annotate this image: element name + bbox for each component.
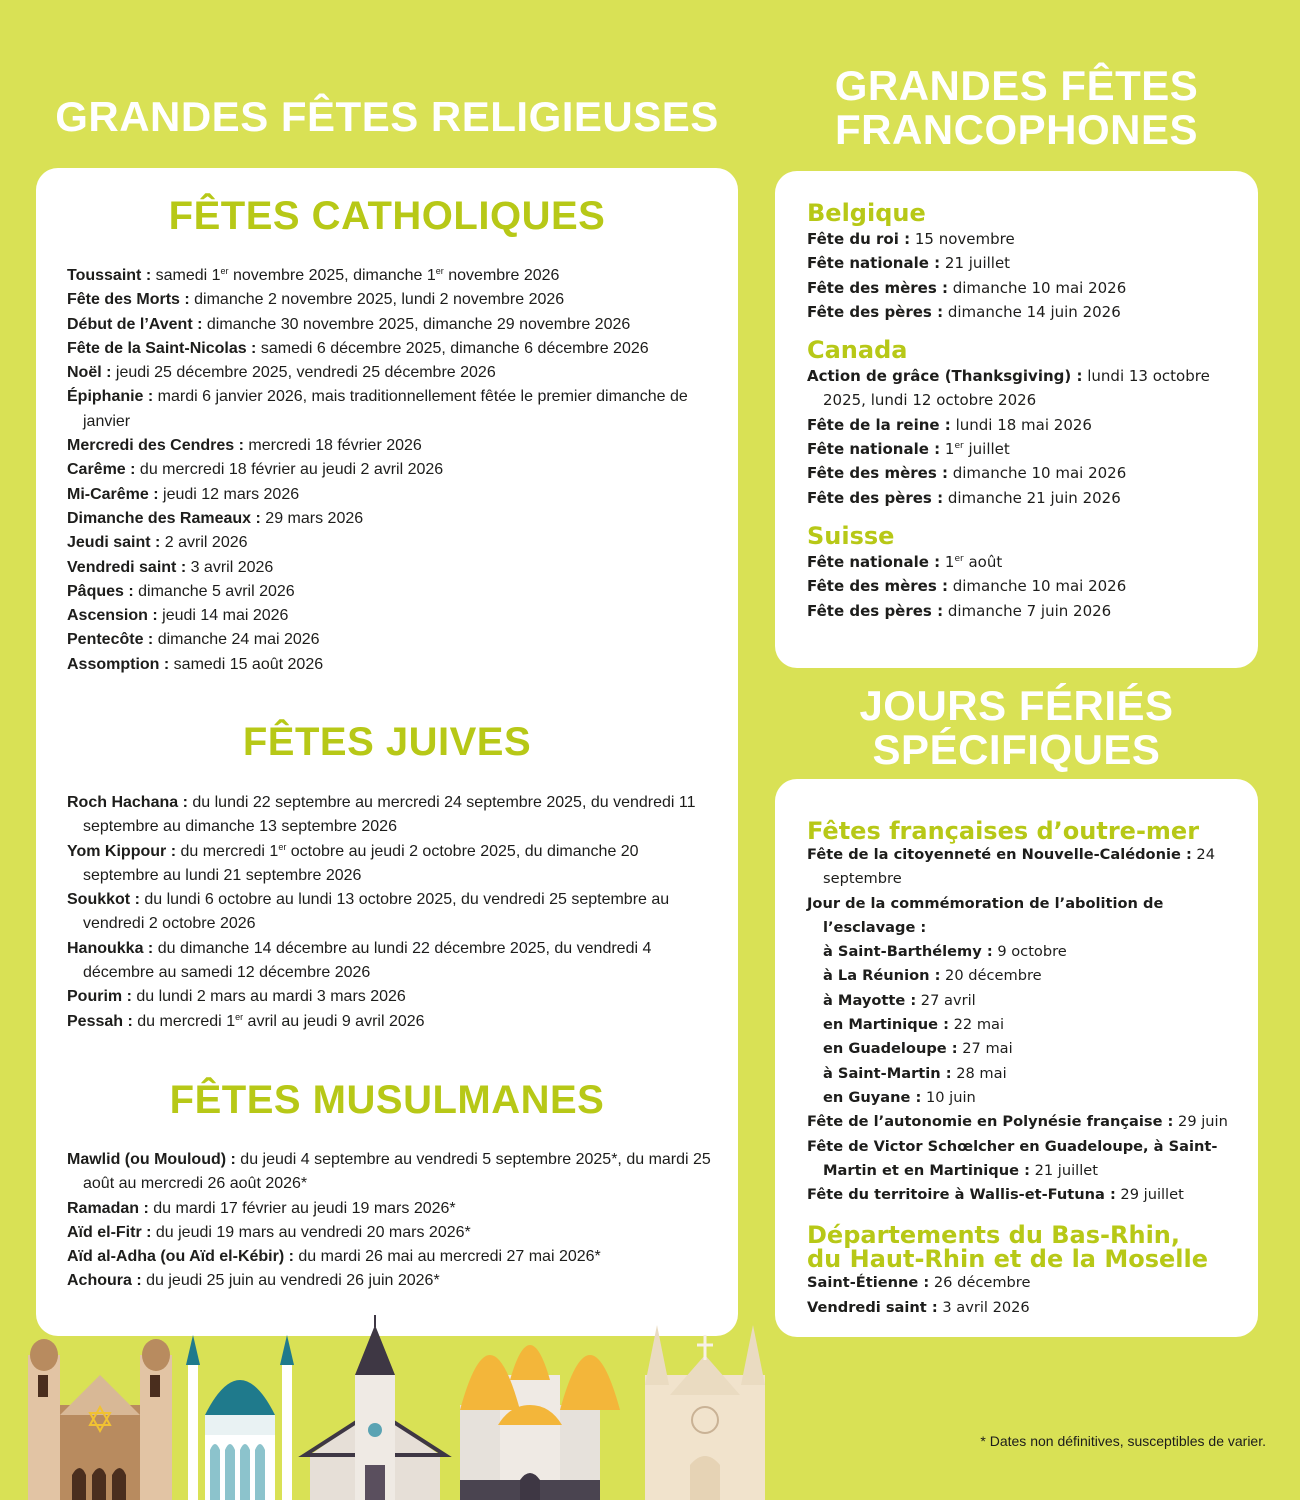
holiday-label: Mawlid (ou Mouloud) : bbox=[67, 1151, 236, 1168]
holiday-date: dimanche 5 avril 2026 bbox=[133, 582, 295, 600]
holiday-date: jeudi 25 décembre 2025, vendredi 25 décembre 2026 bbox=[111, 364, 496, 382]
muslim-holidays-list bbox=[67, 1148, 717, 1294]
list-item bbox=[67, 1148, 717, 1197]
holiday-date: 27 avril bbox=[916, 991, 976, 1009]
list-item bbox=[807, 599, 1247, 623]
holiday-date: 10 juin bbox=[921, 1088, 976, 1106]
holiday-date: 2 avril 2026 bbox=[160, 534, 248, 552]
holiday-label: à Saint-Barthélemy : bbox=[823, 943, 993, 961]
list-item bbox=[807, 989, 1247, 1013]
holiday-label: en Guadeloupe : bbox=[823, 1040, 958, 1058]
holiday-date: 27 mai bbox=[957, 1040, 1013, 1058]
suisse-heading: Suisse bbox=[807, 521, 895, 550]
holiday-label: Fête des pères : bbox=[807, 601, 944, 620]
holiday-label: Mi-Carême : bbox=[67, 485, 159, 503]
holiday-label: Hanoukka : bbox=[67, 939, 154, 957]
holiday-date: 1er août bbox=[944, 552, 1003, 571]
holiday-date: 26 décembre bbox=[929, 1274, 1031, 1292]
holiday-date: samedi 15 août 2026 bbox=[169, 655, 324, 673]
list-item bbox=[67, 653, 717, 677]
holiday-label: Fête des pères : bbox=[807, 302, 944, 321]
holiday-label: Ascension : bbox=[67, 607, 158, 625]
cathedral-icon bbox=[645, 1325, 765, 1500]
holiday-date: dimanche 10 mai 2026 bbox=[947, 577, 1127, 596]
list-item bbox=[67, 1197, 717, 1221]
holiday-label: Fête des mères : bbox=[807, 577, 948, 596]
holiday-label: Pâques : bbox=[67, 582, 134, 600]
list-item bbox=[67, 385, 717, 434]
holiday-label: Mercredi des Cendres : bbox=[67, 437, 244, 455]
holiday-label: Fête de la citoyenneté en Nouvelle-Calédonie : bbox=[807, 846, 1192, 863]
holiday-label: Yom Kippour : bbox=[67, 842, 177, 860]
orthodox-church-icon bbox=[460, 1345, 620, 1500]
holiday-date: du mardi 26 mai au mercredi 27 mai 2026* bbox=[293, 1248, 601, 1266]
holiday-date: du mardi 17 février au jeudi 19 mars 2026* bbox=[148, 1199, 456, 1217]
holiday-label: Fête nationale : bbox=[807, 440, 941, 459]
holiday-label: Jour de la commémoration de l’abolition de l’esclavage : bbox=[807, 894, 1164, 936]
list-item bbox=[67, 337, 717, 361]
holiday-label: Jeudi saint : bbox=[67, 534, 161, 552]
list-item bbox=[67, 361, 717, 385]
holiday-date: dimanche 10 mai 2026 bbox=[947, 278, 1127, 297]
holiday-date: 28 mai bbox=[951, 1064, 1007, 1082]
list-item bbox=[807, 300, 1247, 324]
suisse-list bbox=[807, 550, 1247, 623]
list-item bbox=[67, 1221, 717, 1245]
list-item bbox=[67, 264, 717, 288]
holiday-date: 22 mai bbox=[948, 1016, 1005, 1034]
list-item bbox=[67, 791, 717, 840]
holiday-label: Fête des mères : bbox=[807, 464, 948, 483]
holiday-label: Aïd el-Fitr : bbox=[67, 1223, 152, 1241]
holiday-label: Pourim : bbox=[67, 988, 132, 1006]
title-francophone-holidays bbox=[775, 64, 1258, 152]
belgique-heading: Belgique bbox=[807, 199, 926, 227]
list-item bbox=[807, 276, 1247, 300]
title-jours-line1: JOURS FÉRIÉS bbox=[859, 682, 1174, 729]
catholic-holidays-heading: FÊTES CATHOLIQUES bbox=[168, 194, 606, 238]
holiday-date: 24 septembre bbox=[823, 846, 1216, 888]
holiday-date: 15 novembre bbox=[910, 230, 1015, 248]
list-item bbox=[807, 940, 1247, 964]
list-item bbox=[807, 843, 1247, 892]
holiday-label: Fête des mères : bbox=[807, 278, 948, 297]
holiday-label: à Saint-Martin : bbox=[823, 1064, 952, 1082]
synagogue-icon bbox=[28, 1339, 172, 1500]
holiday-label: Vendredi saint : bbox=[807, 1298, 938, 1316]
religious-holidays-card bbox=[36, 168, 738, 1336]
holiday-date: 29 juin bbox=[1173, 1113, 1228, 1131]
holiday-date: jeudi 14 mai 2026 bbox=[157, 607, 289, 625]
list-item bbox=[807, 574, 1247, 598]
holiday-date: 3 avril 2026 bbox=[937, 1298, 1030, 1316]
holiday-date: mardi 6 janvier 2026, mais traditionnellement fêtée le premier dimanche de janvier bbox=[83, 388, 688, 430]
departements-heading-line2: du Haut-Rhin et de la Moselle bbox=[807, 1245, 1209, 1274]
holiday-label: Action de grâce (Thanksgiving) : bbox=[807, 367, 1083, 386]
catholic-holidays-list bbox=[67, 264, 717, 677]
title-religious-holidays: GRANDES FÊTES RELIGIEUSES bbox=[55, 93, 719, 140]
holiday-label: Épiphanie : bbox=[67, 388, 154, 406]
list-item bbox=[67, 888, 717, 937]
list-item bbox=[807, 964, 1247, 988]
list-item bbox=[67, 604, 717, 628]
holiday-label: Fête du roi : bbox=[807, 230, 911, 248]
list-item bbox=[67, 580, 717, 604]
list-item bbox=[67, 483, 717, 507]
holiday-date: du lundi 6 octobre au lundi 13 octobre 2025, du vendredi 25 septembre au vendredi 2 octobre 2026 bbox=[83, 891, 670, 933]
title-francophone-line2: FRANCOPHONES bbox=[834, 106, 1199, 154]
list-item bbox=[807, 1086, 1247, 1110]
holiday-label: Fête de l’autonomie en Polynésie française : bbox=[807, 1113, 1174, 1131]
holiday-date: 1er juillet bbox=[944, 440, 1010, 459]
list-item bbox=[807, 1013, 1247, 1037]
holiday-label: Assomption : bbox=[67, 655, 170, 673]
list-item bbox=[807, 1183, 1247, 1207]
holiday-label: à Mayotte : bbox=[823, 991, 917, 1009]
list-item bbox=[807, 550, 1247, 574]
holiday-label: Fête de Victor Schœlcher en Guadeloupe, à Saint-Martin et en Martinique : bbox=[807, 1137, 1218, 1179]
list-item bbox=[67, 628, 717, 652]
holiday-date: dimanche 30 novembre 2025, dimanche 29 novembre 2026 bbox=[202, 315, 631, 333]
list-item bbox=[67, 1245, 717, 1269]
list-item bbox=[807, 364, 1247, 413]
list-item bbox=[807, 1062, 1247, 1086]
holiday-date: 29 juillet bbox=[1115, 1186, 1184, 1204]
holiday-date: 29 mars 2026 bbox=[260, 509, 364, 527]
holiday-label: Fête des pères : bbox=[807, 488, 944, 507]
list-item bbox=[67, 458, 717, 482]
holiday-date: du jeudi 4 septembre au vendredi 5 septembre 2025*, du mardi 25 août au mercredi 26 août 2026* bbox=[83, 1151, 711, 1193]
list-item bbox=[807, 251, 1247, 275]
list-item bbox=[67, 985, 717, 1009]
holiday-label: Fête du territoire à Wallis-et-Futuna : bbox=[807, 1186, 1116, 1204]
holiday-date: du mercredi 1er octobre au jeudi 2 octobre 2025, du dimanche 20 septembre au lundi 21 septembre 2026 bbox=[83, 841, 639, 884]
holiday-date: 21 juillet bbox=[1029, 1161, 1098, 1179]
holiday-label: Soukkot : bbox=[67, 891, 140, 909]
country-belgique bbox=[807, 201, 1247, 324]
list-item bbox=[807, 461, 1247, 485]
holiday-date: 9 octobre bbox=[992, 943, 1067, 961]
list-item bbox=[807, 1110, 1247, 1134]
holiday-date: du lundi 2 mars au mardi 3 mars 2026 bbox=[131, 988, 406, 1006]
holiday-label: Fête nationale : bbox=[807, 254, 941, 273]
holiday-label: Dimanche des Rameaux : bbox=[67, 509, 261, 527]
list-item bbox=[807, 1271, 1247, 1295]
list-item bbox=[67, 288, 717, 312]
belgique-list bbox=[807, 227, 1247, 324]
holiday-label: Toussaint : bbox=[67, 267, 152, 284]
holiday-label: Pessah : bbox=[67, 1012, 133, 1030]
holiday-date: du mercredi 18 février au jeudi 2 avril 2026 bbox=[135, 461, 444, 479]
title-jours-line2: SPÉCIFIQUES bbox=[872, 726, 1161, 774]
list-item bbox=[67, 507, 717, 531]
holiday-date: du mercredi 1er avril au jeudi 9 avril 2026 bbox=[132, 1011, 425, 1030]
list-item bbox=[807, 227, 1247, 251]
canada-list bbox=[807, 364, 1247, 510]
list-item bbox=[807, 892, 1247, 941]
country-canada bbox=[807, 338, 1247, 510]
country-suisse bbox=[807, 521, 1247, 623]
specific-holidays-card bbox=[775, 779, 1258, 1337]
holiday-date: dimanche 10 mai 2026 bbox=[947, 464, 1127, 483]
title-specific-holidays bbox=[775, 684, 1258, 772]
holiday-date: dimanche 24 mai 2026 bbox=[153, 631, 320, 649]
jewish-holidays-list bbox=[67, 791, 717, 1034]
list-item bbox=[807, 437, 1247, 461]
holiday-date: du dimanche 14 décembre au lundi 22 décembre 2025, du vendredi 4 décembre au samedi 12 décembre 2026 bbox=[83, 939, 652, 982]
list-item bbox=[807, 486, 1247, 510]
holiday-label: Ramadan : bbox=[67, 1199, 149, 1217]
canada-heading: Canada bbox=[807, 336, 908, 365]
mosque-icon bbox=[186, 1335, 294, 1500]
departements-heading bbox=[807, 1221, 1247, 1274]
list-item bbox=[67, 937, 717, 986]
holiday-label: à La Réunion : bbox=[823, 967, 941, 985]
holiday-label: Achoura : bbox=[67, 1272, 142, 1290]
holiday-label: Carême : bbox=[67, 461, 136, 479]
holiday-date: du jeudi 25 juin au vendredi 26 juin 2026* bbox=[141, 1272, 440, 1290]
holiday-date: samedi 1er novembre 2025, dimanche 1er novembre 2026 bbox=[151, 266, 560, 284]
holiday-label: Aïd al-Adha (ou Aïd el-Kébir) : bbox=[67, 1248, 294, 1266]
holiday-label: Fête de la Saint-Nicolas : bbox=[67, 339, 257, 357]
list-item bbox=[67, 556, 717, 580]
holiday-label: Noël : bbox=[67, 364, 112, 382]
holiday-date: lundi 13 octobre 2025, lundi 12 octobre 2026 bbox=[823, 367, 1210, 410]
departements-list bbox=[807, 1271, 1247, 1320]
list-item bbox=[67, 840, 717, 889]
holiday-label: Pentecôte : bbox=[67, 631, 154, 649]
holiday-label: Roch Hachana : bbox=[67, 794, 188, 811]
list-item bbox=[807, 1296, 1247, 1320]
list-item bbox=[807, 1135, 1247, 1184]
holiday-date: samedi 6 décembre 2025, dimanche 6 décembre 2026 bbox=[256, 339, 649, 357]
holiday-date: 20 décembre bbox=[940, 967, 1042, 985]
list-item bbox=[67, 1010, 717, 1034]
departements-heading-line1: Départements du Bas-Rhin, bbox=[807, 1221, 1180, 1250]
list-item bbox=[67, 313, 717, 337]
francophone-holidays-card bbox=[775, 171, 1258, 668]
holiday-date: dimanche 14 juin 2026 bbox=[943, 302, 1121, 321]
outremer-heading: Fêtes françaises d’outre-mer bbox=[807, 817, 1200, 845]
holiday-date: dimanche 2 novembre 2025, lundi 2 novembre 2026 bbox=[189, 291, 565, 309]
holiday-date: du jeudi 19 mars au vendredi 20 mars 2026* bbox=[151, 1223, 471, 1241]
list-item bbox=[807, 1037, 1247, 1061]
list-item bbox=[807, 413, 1247, 437]
outremer-list bbox=[807, 843, 1247, 1207]
list-item bbox=[67, 1269, 717, 1293]
holiday-label: Saint-Étienne : bbox=[807, 1274, 930, 1292]
religious-buildings-illustration bbox=[20, 1315, 780, 1500]
church-icon bbox=[305, 1315, 445, 1500]
holiday-date: lundi 18 mai 2026 bbox=[950, 415, 1092, 434]
holiday-label: Début de l’Avent : bbox=[67, 315, 203, 333]
holiday-date: 21 juillet bbox=[940, 254, 1011, 273]
title-francophone-line1: GRANDES FÊTES bbox=[834, 62, 1199, 109]
holiday-label: Vendredi saint : bbox=[67, 558, 187, 576]
holiday-label: en Martinique : bbox=[823, 1016, 949, 1034]
holiday-date: dimanche 21 juin 2026 bbox=[943, 488, 1121, 507]
holiday-date: du lundi 22 septembre au mercredi 24 septembre 2025, du vendredi 11 septembre au dimanche 13 septembre 2026 bbox=[83, 794, 696, 836]
holiday-label: en Guyane : bbox=[823, 1088, 922, 1106]
jewish-holidays-heading: FÊTES JUIVES bbox=[242, 720, 532, 764]
holiday-date: dimanche 7 juin 2026 bbox=[943, 601, 1112, 620]
holiday-date: mercredi 18 février 2026 bbox=[243, 437, 422, 455]
holiday-label: Fête de la reine : bbox=[807, 415, 951, 434]
list-item bbox=[67, 434, 717, 458]
holiday-label: Fête nationale : bbox=[807, 552, 941, 571]
holiday-date: 3 avril 2026 bbox=[186, 558, 274, 576]
holiday-label: Fête des Morts : bbox=[67, 291, 190, 309]
list-item bbox=[67, 531, 717, 555]
muslim-holidays-heading: FÊTES MUSULMANES bbox=[169, 1078, 605, 1122]
footnote: * Dates non définitives, susceptibles de varier. bbox=[980, 1433, 1266, 1449]
holiday-date: jeudi 12 mars 2026 bbox=[158, 485, 300, 503]
